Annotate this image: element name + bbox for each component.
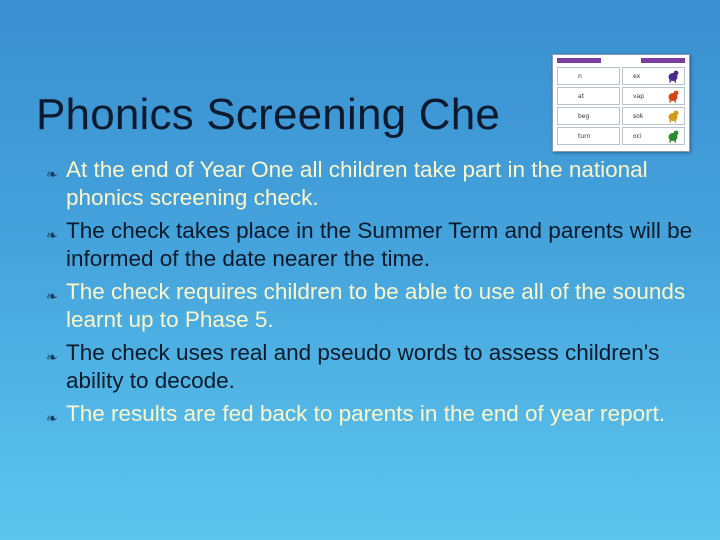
pseudo-word: vap [633,93,645,100]
pseudo-word: sok [633,113,644,120]
word-cell [557,87,620,105]
bullet-item [44,339,704,395]
bullet-text: The results are fed back to parents in the end of year report. [66,401,666,426]
word-cell [622,67,685,85]
phonics-check-sample-image [552,54,690,152]
slide-title: Phonics Screening Che [36,90,501,139]
word-cell [622,107,685,125]
word-grid [557,67,685,145]
bullet-text: The check requires children to be able to use all of the sounds learnt up to Phase 5. [66,279,686,332]
bullet-icon: ❧ [46,410,58,426]
pseudo-word: oci [633,133,642,140]
pseudo-word: ex [633,73,641,80]
bullet-list [44,156,704,433]
word-cell [622,87,685,105]
bullet-text: At the end of Year One all children take part in the national phonics screening check. [66,157,648,210]
word-cell [557,127,620,145]
bullet-text: The check takes place in the Summer Term and parents will be informed of the date nearer the time. [66,218,693,271]
real-word: n [578,73,582,80]
real-word: at [578,93,585,100]
bullet-icon: ❧ [46,288,58,304]
real-word: beg [578,113,590,120]
word-cell [622,127,685,145]
alien-icon [666,130,680,143]
bullet-icon: ❧ [46,349,58,365]
bullet-icon: ❧ [46,227,58,243]
alien-icon [666,90,680,103]
bullet-item [44,278,704,334]
bullet-item [44,156,704,212]
word-cell [557,67,620,85]
real-word: turn [578,133,591,140]
bullet-icon: ❧ [46,166,58,182]
alien-icon [666,70,680,83]
bullet-item [44,217,704,273]
alien-icon [666,110,680,123]
word-cell [557,107,620,125]
bullet-text: The check uses real and pseudo words to assess children's ability to decode. [66,340,660,393]
bullet-item [44,400,704,428]
card-header-tag-right [641,58,685,63]
card-header [553,55,689,63]
card-header-tag-left [557,58,601,63]
